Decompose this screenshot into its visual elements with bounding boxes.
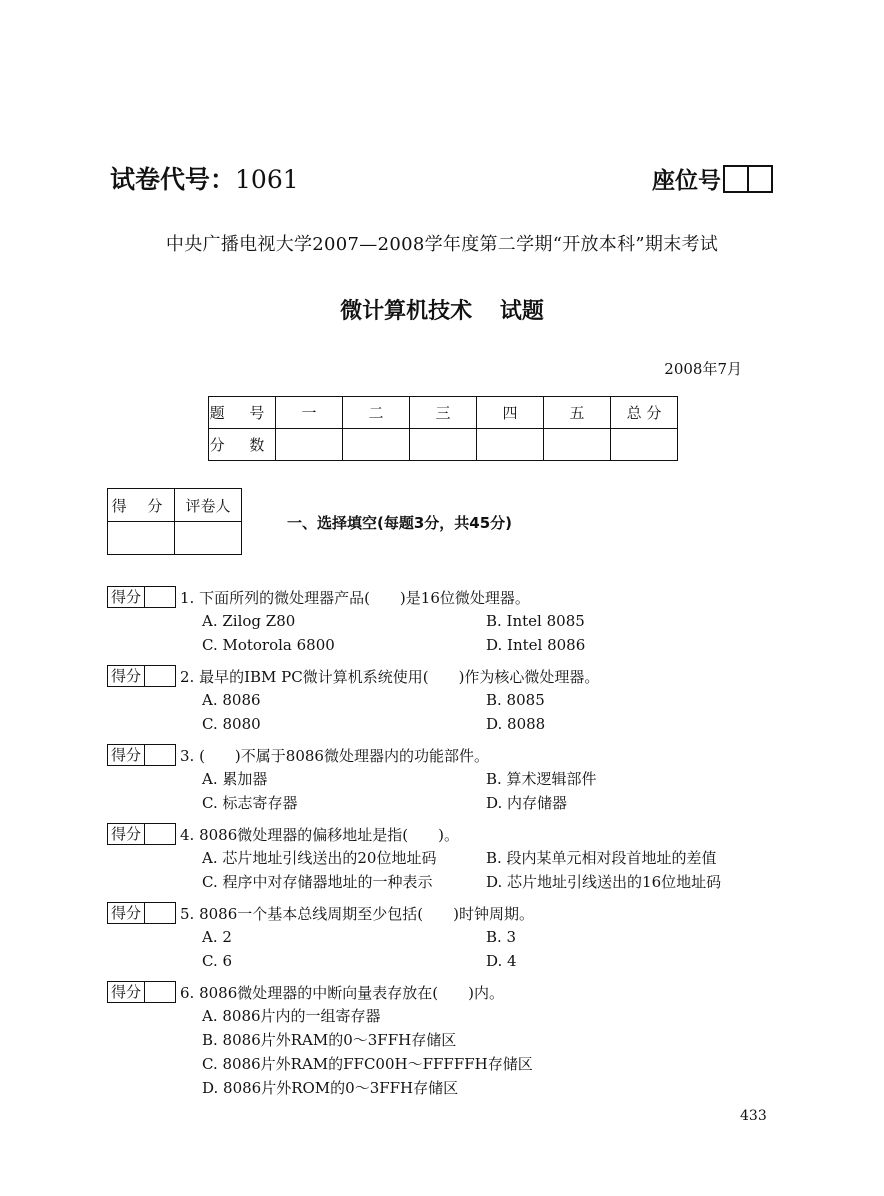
question <box>107 743 787 815</box>
grader-label: 评卷人 <box>175 489 242 522</box>
question-score-box <box>107 981 176 1003</box>
question-stem: 2. 最早的IBM PC微计算机系统使用( )作为核心微处理器。 <box>180 667 600 686</box>
option-b: B. Intel 8085 <box>486 612 585 630</box>
seat-boxes <box>723 165 773 193</box>
exam-name: 中央广播电视大学2007—2008学年度第二学期“开放本科”期末考试 <box>165 234 719 255</box>
option-b: B. 段内某单元相对段首地址的差值 <box>486 849 717 867</box>
score-summary-table <box>208 396 678 461</box>
option-d: D. 4 <box>486 952 517 970</box>
question <box>107 585 787 657</box>
option-a: A. 8086 <box>202 691 261 709</box>
seat-box <box>749 165 773 193</box>
question-stem: 1. 下面所列的微处理器产品( )是16位微处理器。 <box>180 588 530 607</box>
score-box-label: 得分 <box>108 745 145 765</box>
seat-number <box>652 162 773 195</box>
option-d: D. 8088 <box>486 715 546 733</box>
question-score-box <box>107 665 176 687</box>
question-stem: 4. 8086微处理器的偏移地址是指( )。 <box>180 825 459 844</box>
score-table-header-row <box>209 397 678 429</box>
score-box-label: 得分 <box>108 982 145 1002</box>
grader-name-cell <box>175 522 242 555</box>
option-c: C. 标志寄存器 <box>202 794 298 812</box>
question <box>107 901 787 973</box>
option-a: A. 8086片内的一组寄存器 <box>202 1007 381 1025</box>
score-table-col: 一 <box>276 397 343 429</box>
option-a: A. 芯片地址引线送出的20位地址码 <box>202 849 437 867</box>
section-title: 一、选择填空(每题3分，共45分) <box>287 514 513 532</box>
grader-score-cell <box>108 522 175 555</box>
seat-box <box>723 165 749 193</box>
score-table-col: 四 <box>477 397 544 429</box>
question-stem: 3. ( )不属于8086微处理器内的功能部件。 <box>180 746 489 765</box>
question-stem: 5. 8086一个基本总线周期至少包括( )时钟周期。 <box>180 904 534 923</box>
score-table-row-label: 分 数 <box>209 429 276 461</box>
score-table-row-label: 题 号 <box>209 397 276 429</box>
score-table-col: 五 <box>544 397 611 429</box>
question-score-box <box>107 744 176 766</box>
option-b: B. 算术逻辑部件 <box>486 770 597 788</box>
option-c: C. 8080 <box>202 715 261 733</box>
option-b: B. 3 <box>486 928 517 946</box>
question-score-box <box>107 902 176 924</box>
option-c: C. Motorola 6800 <box>202 636 335 654</box>
grader-table <box>107 488 242 555</box>
option-b: B. 8085 <box>486 691 545 709</box>
question-score-box <box>107 823 176 845</box>
score-cell <box>276 429 343 461</box>
question <box>107 664 787 736</box>
score-box-label: 得分 <box>108 824 145 844</box>
paper-code-label: 试卷代号： <box>110 165 236 194</box>
option-d: D. 内存储器 <box>486 794 568 812</box>
score-box-label: 得分 <box>108 587 145 607</box>
question-stem: 6. 8086微处理器的中断向量表存放在( )内。 <box>180 983 504 1002</box>
score-table-col: 三 <box>410 397 477 429</box>
grader-score-label: 得 分 <box>108 489 175 522</box>
option-b: B. 8086片外RAM的0～3FFH存储区 <box>202 1031 457 1049</box>
score-table-col: 总 分 <box>611 397 678 429</box>
option-d: D. Intel 8086 <box>486 636 586 654</box>
seat-label: 座位号 <box>652 168 721 194</box>
question <box>107 822 787 894</box>
option-c: C. 程序中对存储器地址的一种表示 <box>202 873 433 891</box>
option-c: C. 6 <box>202 952 233 970</box>
option-a: A. Zilog Z80 <box>202 612 296 630</box>
score-box-label: 得分 <box>108 666 145 686</box>
score-table-score-row <box>209 429 678 461</box>
score-table-col: 二 <box>343 397 410 429</box>
paper-code-number: 1061 <box>235 165 299 194</box>
score-cell <box>611 429 678 461</box>
exam-title: 微计算机技术 试题 <box>340 299 544 324</box>
question-score-box <box>107 586 176 608</box>
page-number: 433 <box>740 1108 767 1124</box>
score-cell <box>410 429 477 461</box>
exam-date: 2008年7月 <box>664 360 742 378</box>
option-c: C. 8086片外RAM的FFC00H～FFFFFH存储区 <box>202 1055 533 1073</box>
score-box-label: 得分 <box>108 903 145 923</box>
score-cell <box>343 429 410 461</box>
question <box>107 980 787 1100</box>
option-d: D. 芯片地址引线送出的16位地址码 <box>486 873 722 891</box>
score-cell <box>477 429 544 461</box>
option-d: D. 8086片外ROM的0～3FFH存储区 <box>202 1079 459 1097</box>
option-a: A. 2 <box>202 928 232 946</box>
option-a: A. 累加器 <box>202 770 268 788</box>
paper-code <box>110 160 299 196</box>
score-cell <box>544 429 611 461</box>
